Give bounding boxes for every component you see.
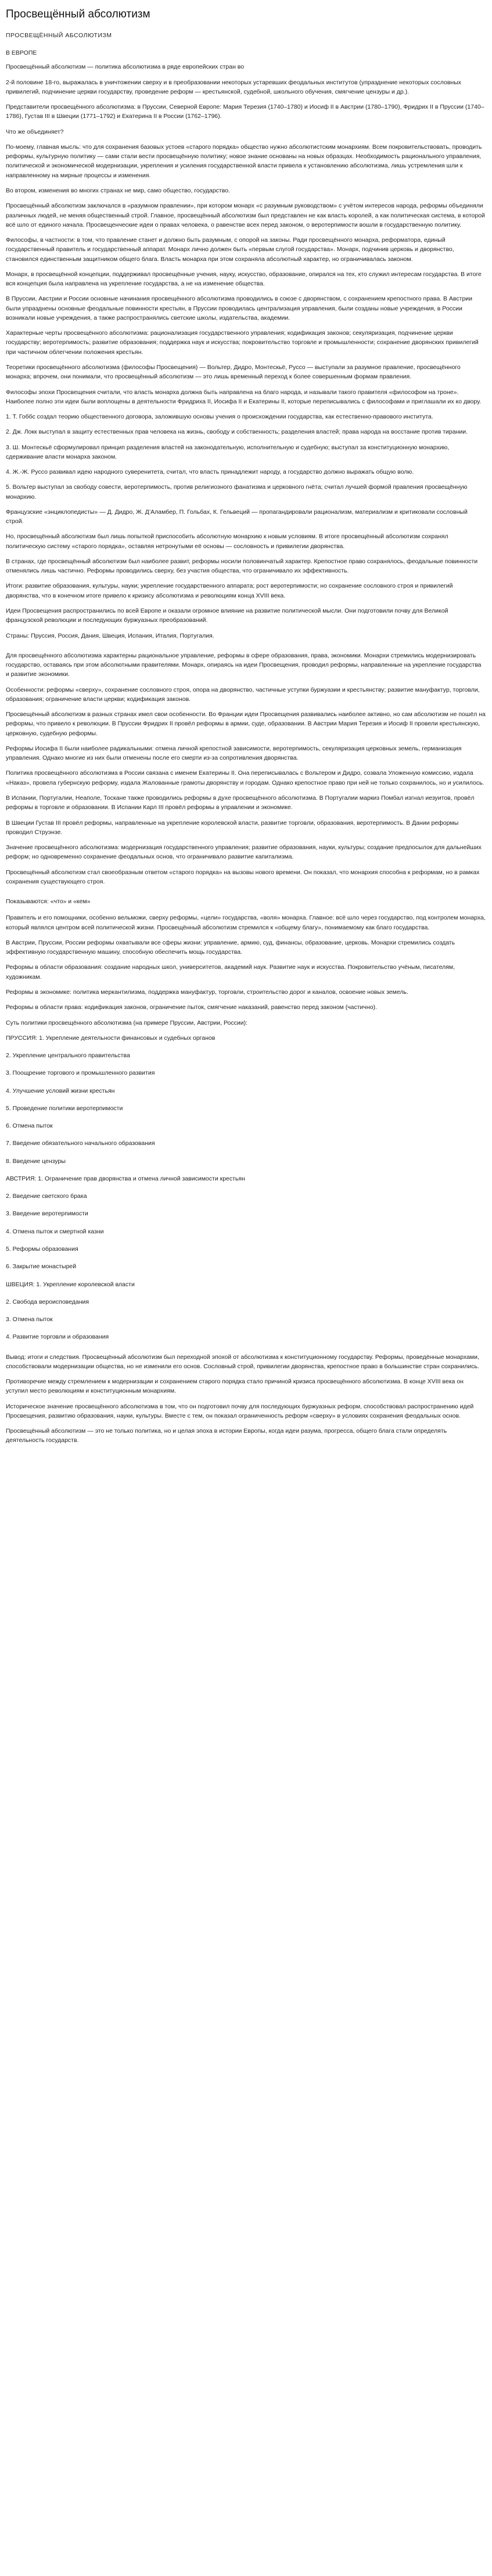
paragraph: Просвещённый абсолютизм заключался в «разумном правлении», при котором монарх «с разумным руководством» с учётом интересов народа, реформы объединяли различных людей, не меняя общественный строй. Главное, просвещённый абсолютизм был представлен не как власть королей, а как политическая система, в которой всё шло от единого начала. Просвещенческие идеи о правах человека, о равенстве всех перед законом, о веротерпимости вошли в государственную политику. [6,202,485,228]
list-item: 4. Улучшение условий жизни крестьян [6,1087,115,1094]
list-item: 5. Проведение политики веротерпимости [6,1104,123,1112]
paragraph: В Пруссии, Австрии и России основные начинания просвещённого абсолютизма проводились в союзе с дворянством, с сохранением крепостного права. В Австрии были упразднены основные феодальные повинности крестьян, в Пруссии проводилась централизация управления, были созданы новые учреждения, в России возникали новые учреждения, а также распространялись светские школы, издательства, академии. [6,295,473,321]
paragraph: В странах, где просвещённый абсолютизм был наиболее развит, реформы носили половинчатый характер. Крепостное право сохранялось, феодальные повинности отменялись лишь частично. Реформы проводились сверху, без участия общества, что ограничивало их эффективность. [6,557,478,575]
list-item: 5. Реформы образования [6,1245,78,1253]
list-item: 7. Введение обязательного начального образования [6,1140,155,1147]
paragraph: В Австрии, Пруссии, России реформы охватывали все сферы жизни: управление, армию, суд, финансы, образование, церковь. Монархи стремились создать эффективную государственную машину, способную обеспечить мощь государства. [6,939,455,956]
paragraph: 4. Ж.-Ж. Руссо развивал идею народного суверенитета, считал, что власть принадлежит народу, а государство должно выражать общую волю. [6,468,414,476]
paragraph: Философы, в частности: в том, что правление станет и должно быть разумным, с опорой на законы. Ради просвещённого монарха, реформатора, единый государственный правитель и государственный аппарат. Монарх лично должен быть «первым слугой государства». Монарх, подчинив церковь и дворянство, становился единственным защитником общего блага. Власть монарха при этом сохраняла абсолютный характер, но ограничивалась законом. [6,237,454,263]
paragraph: 2. Дж. Локк выступал в защиту естественных прав человека на жизнь, свободу и собственность; разделения властей; права народа на восстание против тирании. [6,428,468,436]
paragraph: Представители просвещённого абсолютизма: в Пруссии, Северной Европе: Мария Терезия (1740–1780) и Иосиф II в Австрии (1780–1790), Фридрих II в Пруссии (1740–1786), Густав III в Швеции (1771–1792) и Екатерина II в России (1762–1796). [6,103,484,120]
list-intro: Показываются: «что» и «кем» [6,898,91,906]
reform-list [6,1033,486,1342]
list-item: 6. Отмена пыток [6,1122,53,1130]
list-item: 3. Введение веротерпимости [6,1210,88,1218]
paragraph: Реформы в экономике: политика меркантилизма, поддержка мануфактур, торговли, строительство дорог и каналов, освоение новых земель. [6,988,408,996]
page-title: Просвещённый абсолютизм [6,8,150,20]
paragraph: Противоречие между стремлением к модернизации и сохранением старого порядка стало причиной кризиса просвещённого абсолютизма. В конце XVIII века он уступил место революциям и конституционным монархиям. [6,1378,464,1395]
paragraph: Историческое значение просвещённого абсолютизма в том, что он подготовил почву для последующих буржуазных реформ, способствовал распространению идей Просвещения, развитию образования, науки, культуры. Вместе с тем, он показал ограниченность реформ «сверху» в условиях сохранения феодальных основ. [6,1403,474,1419]
paragraph: Характерные черты просвещённого абсолютизма: рационализация государственного управления; кодификация законов; секуляризация, подчинение церкви государству; веротерпимость; развитие образования; поддержка наук и искусства; покровительство торговле и промышленности; сохранение дворянских привилегий при частичном облегчении положения крестьян. [6,330,479,356]
paragraph: 3. Ш. Монтескьё сформулировал принцип разделения властей на законодательную, исполнительную и судебную; выступал за конституционную монархию, сдерживание власти монарха законом. [6,443,450,460]
paragraph: Просвещённый абсолютизм стал своеобразным ответом «старого порядка» на вызовы нового времени. Он показал, что монархия способна к реформам, но в рамках сохранения существующего строя. [6,868,480,885]
list-item: ШВЕЦИЯ: 1. Укрепление королевской власти [6,1280,135,1288]
paragraph: Страны: Пруссия, Россия, Дания, Швеция, Испания, Италия, Португалия. [6,632,214,639]
list-item: ПРУССИЯ: 1. Укрепление деятельности финансовых и судебных органов [6,1034,216,1042]
list-item: 4. Развитие торговли и образования [6,1333,109,1341]
paragraph: Вывод: итоги и следствия. Просвещённый абсолютизм был переходной эпохой от абсолютизма к конституционному государству. Реформы, проведённые монархами, способствовали модернизации общества, но не изменили его основ. Сословный строй, привилегии дворянства, крепостное право в большинстве стран сохранились. [6,1353,479,1370]
list-item: 2. Введение светского брака [6,1193,87,1200]
paragraph: Правитель и его помощники, особенно вельможи, сверху реформы, «цели» государства, «воля» монарха. Главное: всё шло через государство, под контролем монарха, который являлся центром всей политической жизни. Просвещённый абсолютизм стремился к «общему благу», понимаемому как благо государства. [6,914,486,931]
paragraph: В Швеции Густав III провёл реформы, направленные на укрепление королевской власти, развитие торговли, образования, веротерпимость. В Дании реформы проводил Струэнзе. [6,819,459,836]
paragraph: 2-й половине 18-го, выражалась в уничтожении сверху и в преобразовании некоторых устаревших феодальных институтов (упразднение некоторых сословных привилегий, подчинение церкви государству, проведение реформ — крестьянской, судебной, школьного обучения, смягчение цензуры и др.). [6,78,461,95]
paragraph: Значение просвещённого абсолютизма: модернизация государственного управления; развитие образования, науки, культуры; создание предпосылок для дальнейших реформ; но одновременно сохранение феодальных основ, что ограничивало развитие капитализма. [6,844,482,861]
paragraph: Особенности: реформы «сверху», сохранение сословного строя, опора на дворянство, частичные уступки буржуазии и крестьянству; развитие мануфактур, торговли, образования; ограничение власти церкви; кодификация законов. [6,686,480,703]
paragraph: Итоги: развитие образования, культуры, науки; укрепление государственного аппарата; рост веротерпимости; но сохранение сословного строя и привилегий дворянства, что в конечном итоге привело к кризису абсолютизма и революциям конца XVIII века. [6,582,453,599]
list-item: 8. Введение цензуры [6,1157,66,1165]
section-title: В ЕВРОПЕ [6,49,37,57]
paragraph: Что же объединяет? [6,128,64,135]
paragraph: Идеи Просвещения распространились по всей Европе и оказали огромное влияние на развитие политической мысли. Они подготовили почву для Великой французской революции и последующих буржуазных преобразований. [6,607,448,624]
paragraph: Реформы в области права: кодификация законов, ограничение пыток, смягчение наказаний, равенство перед законом (частично). [6,1004,377,1011]
conclusion-text [6,1353,486,1446]
list-item: АВСТРИЯ: 1. Ограничение прав дворянства и отмена личной зависимости крестьян [6,1175,245,1182]
paragraph: Для просвещённого абсолютизма характерны рациональное управление, реформы в сфере образования, права, экономики. Монархи стремились модернизировать государство, оставаясь при этом абсолютными правителями. Монарх, опираясь на идеи Просвещения, проводил реформы, направленные на укрепление государства и развитие экономики. [6,652,482,678]
list-item: 3. Поощрение торгового и промышленного развития [6,1069,155,1077]
main-text [6,62,486,640]
paragraph: Реформы в области образования: создание народных школ, университетов, академий наук. Развитие наук и искусства. Покровительство учёным, писателям, художникам. [6,964,455,981]
list-item: 2. Укрепление центрального правительства [6,1052,130,1060]
paragraph: Реформы Иосифа II были наиболее радикальными: отмена личной крепостной зависимости, веротерпимость, секуляризация церковных земель, германизация управления. Однако многие из них были отменены после его смерти из-за сопротивления дворянства. [6,745,462,762]
paragraph: Философы эпохи Просвещения считали, что власть монарха должна быть направлена на благо народа, и называли такого правителя «философом на троне». Наиболее полно эти идеи были воплощены в деятельности Фридриха II, Иосифа II и Екатерины II, которые переписывались с философами и приглашали их ко двору. [6,388,482,405]
paragraph: В Испании, Португалии, Неаполе, Тоскане также проводились реформы в духе просвещённого абсолютизма. В Португалии маркиз Помбал изгнал иезуитов, провёл реформы в торговле и образовании. В Испании Карл III провёл реформы в управлении и экономике. [6,795,475,811]
paragraph: Просвещённый абсолютизм — политика абсолютизма в ряде европейских стран во [6,63,245,71]
paragraph: Но, просвещённый абсолютизм был лишь попыткой приспособить абсолютную монархию к новым условиям. В итоге просвещённый абсолютизм сохранял политическую систему «старого порядка», оставляя нетронутыми её основы — сословность и привилегии дворянства. [6,533,448,550]
list-item: 3. Отмена пыток [6,1316,53,1323]
paragraph: Суть политики просвещённого абсолютизма (на примере Пруссии, Австрии, России): [6,1019,248,1026]
secondary-text [6,651,486,886]
paragraph: Во втором, изменения во многих странах не мир, само общество, государство. [6,187,230,194]
paragraph: 1. Т. Гоббс создал теорию общественного договора, заложившую основы учения о происхождении государства, как естественно-правового института. [6,413,433,421]
paragraph: Французские «энциклопедисты» — Д. Дидро, Ж. Д’Аламбер, П. Гольбах, К. Гельвеций — пропагандировали рационализм, материализм и критиковали сословный строй. [6,508,468,525]
paragraph: Политика просвещённого абсолютизма в России связана с именем Екатерины II. Она переписывалась с Вольтером и Дидро, созвала Уложенную комиссию, издала «Наказ», провела губернскую реформу, издала Жалованные грамоты дворянству и городам. Однако крепостное право при ней не только сохранилось, но и усилилось. [6,770,484,786]
paragraph: Просвещённый абсолютизм в разных странах имел свои особенности. Во Франции идеи Просвещения развивались наиболее активно, но сам абсолютизм не пошёл на реформы, что привело к революции. В Пруссии Фридрих II провёл реформы в армии, суде, образовании. В Австрии Мария Терезия и Иосиф II провели крестьянскую, церковную, судебную реформы. [6,711,486,737]
tertiary-text [6,913,486,1027]
list-item: 2. Свобода вероисповедания [6,1298,89,1305]
paragraph: Теоретики просвещённого абсолютизма (философы Просвещения) — Вольтер, Дидро, Монтескьё, Руссо — выступали за разумное правление, просвещённого монарха; впрочем, они понимали, что просвещённый абсолютизм — это лишь временный переход к более совершенным формам правления. [6,363,461,381]
paragraph: Просвещённый абсолютизм — это не только политика, но и целая эпоха в истории Европы, когда идеи разума, прогресса, общего блага стали определять деятельность государств. [6,1427,447,1444]
list-item: 6. Закрытие монастырей [6,1263,77,1271]
paragraph: 5. Вольтер выступал за свободу совести, веротерпимость, против религиозного фанатизма и церковного гнёта; считал лучшей формой правления просвещённую монархию. [6,484,468,500]
page-subtitle: ПРОСВЕЩЁННЫЙ АБСОЛЮТИЗМ [6,31,112,39]
paragraph: Монарх, в просвещённой концепции, поддерживал просвещённые учения, науку, искусство, образование, опирался на тех, кто служил интересам государства. В итоге вся концепция была направлена на укрепление государства, а не на изменение общества. [6,270,482,288]
list-item: 4. Отмена пыток и смертной казни [6,1228,104,1235]
paragraph: По-моему, главная мысль: что для сохранения базовых устоев «старого порядка» общество нужно абсолютистским монархиям. Всем покровительствовать, проводить реформы, культурную политику — сами стали вести просвещённую политику; новое знание основаны на новых образцах. Необходимость рационального управления, политической и экономической модернизации, укрепления и усиления государственной власти привела к установлению абсолютизма, лишь устремления шли к направленному на мирные процессы и изменения. [6,143,482,179]
